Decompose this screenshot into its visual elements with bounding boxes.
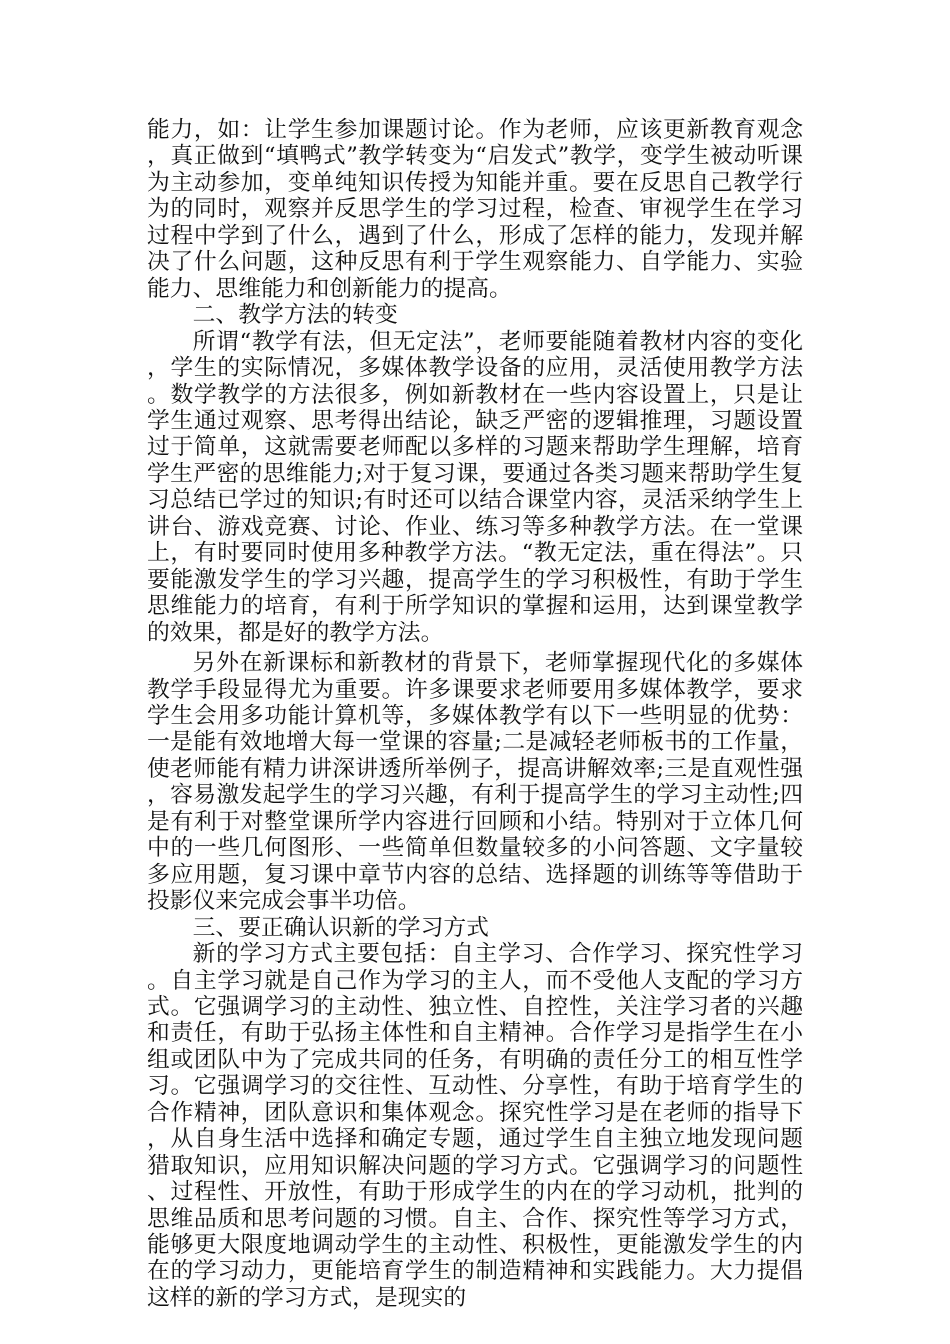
document-body: [147, 117, 803, 1311]
paragraph-continuation: 能力，如：让学生参加课题讨论。作为老师，应该更新教育观念，真正做到“填鸭式”教学转变为“启发式”教学，变学生被动听课为主动参加，变单纯知识传授为知能并重。要在反思自己教学行为的同时，观察并反思学生的学习过程，检查、审视学生在学习过程中学到了什么，遇到了什么，形成了怎样的能力，发现并解决了什么问题，这种反思有利于学生观察能力、自学能力、实验能力、思维能力和创新能力的提高。: [147, 117, 803, 302]
paragraph-teaching-methods: 所谓“教学有法，但无定法”，老师要能随着教材内容的变化，学生的实际情况，多媒体教学设备的应用，灵活使用教学方法。数学教学的方法很多，例如新教材在一些内容设置上，只是让学生通过观察、思考得出结论，缺乏严密的逻辑推理，习题设置过于简单，这就需要老师配以多样的习题来帮助学生理解，培育学生严密的思维能力;对于复习课，要通过各类习题来帮助学生复习总结已学过的知识;有时还可以结合课堂内容，灵活采纳学生上讲台、游戏竞赛、讨论、作业、练习等多种教学方法。在一堂课上，有时要同时使用多种教学方法。“教无定法，重在得法”。只要能激发学生的学习兴趣，提高学生的学习积极性，有助于学生思维能力的培育，有利于所学知识的掌握和运用，达到课堂教学的效果，都是好的教学方法。: [147, 328, 803, 646]
paragraph-learning-methods: 新的学习方式主要包括：自主学习、合作学习、探究性学习。自主学习就是自己作为学习的主人，而不受他人支配的学习方式。它强调学习的主动性、独立性、自控性，关注学习者的兴趣和责任，有助于弘扬主体性和自主精神。合作学习是指学生在小组或团队中为了完成共同的任务，有明确的责任分工的相互性学习。它强调学习的交往性、互动性、分享性，有助于培育学生的合作精神，团队意识和集体观念。探究性学习是在老师的指导下，从自身生活中选择和确定专题，通过学生自主独立地发现问题猎取知识，应用知识解决问题的学习方式。它强调学习的问题性、过程性、开放性，有助于形成学生的内在的学习动机，批判的思维品质和思考问题的习惯。自主、合作、探究性等学习方式，能够更大限度地调动学生的主动性、积极性，更能激发学生的内在的学习动力，更能培育学生的制造精神和实践能力。大力提倡这样的新的学习方式，是现实的: [147, 941, 803, 1311]
section-heading-teaching-methods: 二、教学方法的转变: [192, 302, 398, 329]
paragraph-multimedia: 另外在新课标和新教材的背景下，老师掌握现代化的多媒体教学手段显得尤为重要。许多课要求老师要用多媒体教学，要求学生会用多功能计算机等，多媒体教学有以下一些明显的优势：一是能有效地增大每一堂课的容量;二是减轻老师板书的工作量，使老师能有精力讲深讲透所举例子，提高讲解效率;三是直观性强，容易激发起学生的学习兴趣，有利于提高学生的学习主动性;四是有利于对整堂课所学内容进行回顾和小结。特别对于立体几何中的一些几何图形、一些简单但数量较多的小问答题、文字量较多应用题，复习课中章节内容的总结、选择题的训练等等借助于投影仪来完成会事半功倍。: [147, 650, 803, 915]
section-heading-learning-methods: 三、要正确认识新的学习方式: [192, 914, 489, 941]
